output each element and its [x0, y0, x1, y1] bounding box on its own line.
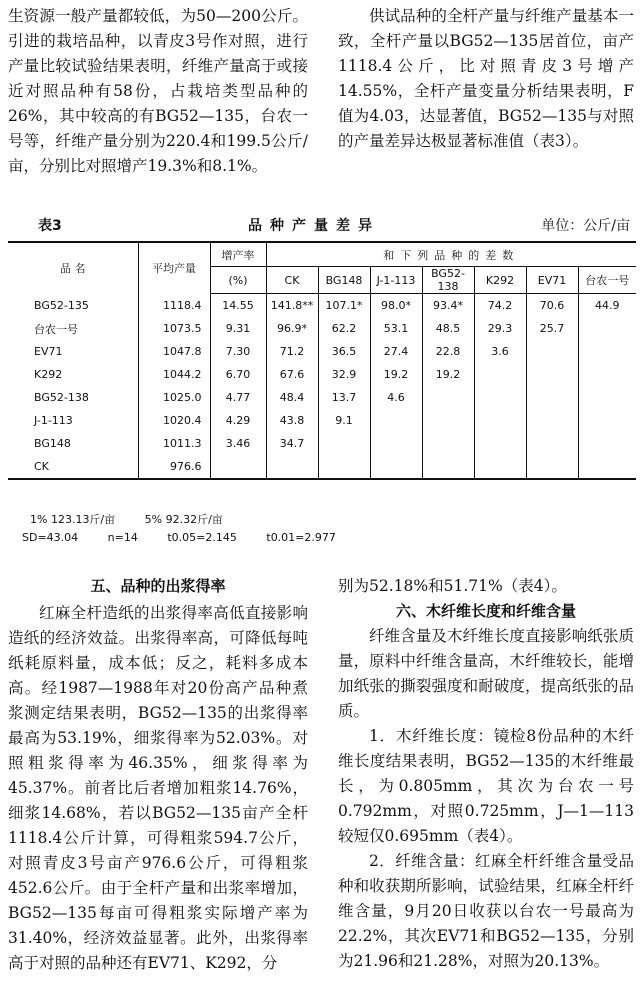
cell-difference: 25.7 — [526, 317, 578, 340]
cell-difference: 3.6 — [474, 340, 526, 363]
cell-difference — [474, 386, 526, 409]
header-increase-unit: (%) — [210, 267, 266, 294]
cell-difference — [526, 386, 578, 409]
cell-avg-yield: 1011.3 — [138, 432, 210, 455]
cell-difference — [474, 432, 526, 455]
cell-difference: 53.1 — [370, 317, 422, 340]
cell-difference — [474, 363, 526, 386]
header-diff-ev71: EV71 — [526, 267, 578, 294]
cell-difference: 36.5 — [318, 340, 370, 363]
cell-difference — [578, 409, 636, 432]
cell-avg-yield: 1118.4 — [138, 294, 210, 318]
cell-difference: 67.6 — [266, 363, 318, 386]
table-row — [8, 317, 636, 340]
cell-avg-yield: 1047.8 — [138, 340, 210, 363]
cell-variety: BG52-138 — [34, 391, 89, 404]
section-5-heading: 五、品种的出浆得率 — [90, 577, 226, 595]
cell-difference — [526, 432, 578, 455]
cell-difference — [370, 409, 422, 432]
table-number: 表3 — [38, 218, 62, 234]
cell-difference — [474, 409, 526, 432]
cell-avg-yield: 1044.2 — [138, 363, 210, 386]
cell-increase-rate: 14.55 — [210, 294, 266, 318]
cell-difference — [578, 455, 636, 479]
bottom-left-column — [8, 574, 308, 976]
cell-variety: EV71 — [34, 345, 63, 358]
cell-variety: 台农一号 — [34, 322, 78, 336]
table-row — [8, 432, 636, 455]
cell-difference — [422, 432, 474, 455]
cell-difference — [422, 386, 474, 409]
cell-difference: 44.9 — [578, 294, 636, 318]
cell-difference: 29.3 — [474, 317, 526, 340]
cell-difference — [526, 363, 578, 386]
cell-difference — [578, 340, 636, 363]
cell-difference: 48.5 — [422, 317, 474, 340]
cell-difference: 9.1 — [318, 409, 370, 432]
table-row — [8, 294, 636, 318]
section-6-heading: 六、木纤维长度和纤维含量 — [395, 602, 576, 620]
header-diff-k292: K292 — [474, 267, 526, 294]
top-left-paragraph: 生资源一般产量都较低，为50—200公斤。引进的栽培品种，以青皮3号作对照，进行产量比较试验结果表明，纤维产量高于或接近对照品种有58份，占栽培类型品种的26%，其中较高的有BG52—135，台农一号等，纤维产量分别为220.4和199.5公斤/亩，分别比对照增产19.3%和8.1%。 — [8, 7, 308, 175]
table-title: 品种产量差异 — [248, 218, 380, 234]
cell-difference — [526, 409, 578, 432]
cell-difference: 19.2 — [370, 363, 422, 386]
note-n: n=14 — [107, 531, 138, 544]
note-t05: t0.05=2.145 — [167, 531, 237, 544]
cell-difference — [526, 340, 578, 363]
cell-variety: K292 — [34, 368, 63, 381]
cell-difference: 32.9 — [318, 363, 370, 386]
cell-difference: 19.2 — [422, 363, 474, 386]
header-diff-bg148: BG148 — [318, 267, 370, 294]
cell-difference: 74.2 — [474, 294, 526, 318]
cell-difference: 70.6 — [526, 294, 578, 318]
cell-difference: 96.9* — [266, 317, 318, 340]
cell-avg-yield: 1020.4 — [138, 409, 210, 432]
cell-difference — [474, 455, 526, 479]
note-1pct: 1% 123.13斤/亩 — [30, 513, 116, 526]
cell-difference — [526, 455, 578, 479]
cell-difference — [370, 432, 422, 455]
section-6-paragraph-1: 纤维含量及木纤维长度直接影响纸张质量，原料中纤维含量高，木纤维较长，能增加纸张的撕裂强度和耐破度，提高纸张的品质。 — [338, 627, 634, 720]
table-unit: 单位：公斤/亩 — [541, 218, 630, 234]
cell-variety: J-1-113 — [34, 414, 73, 427]
table-row — [8, 363, 636, 386]
cell-difference — [370, 455, 422, 479]
cell-difference — [578, 317, 636, 340]
header-diff-bg52138: BG52-138 — [422, 267, 474, 294]
cell-avg-yield: 1073.5 — [138, 317, 210, 340]
cell-increase-rate: 4.29 — [210, 409, 266, 432]
table-row — [8, 455, 636, 479]
table-row — [8, 340, 636, 363]
cell-difference: 141.8** — [266, 294, 318, 318]
note-sd: SD=43.04 — [22, 531, 79, 544]
cell-increase-rate: 6.70 — [210, 363, 266, 386]
note-t01: t0.01=2.977 — [266, 531, 336, 544]
cell-avg-yield: 976.6 — [138, 455, 210, 479]
cell-difference: 13.7 — [318, 386, 370, 409]
header-diff-ck: CK — [266, 267, 318, 294]
cell-difference: 48.4 — [266, 386, 318, 409]
header-diff-tainong: 台农一号 — [578, 267, 636, 294]
table-row — [8, 409, 636, 432]
cell-difference: 62.2 — [318, 317, 370, 340]
yield-difference-table — [8, 241, 636, 480]
cell-difference: 27.4 — [370, 340, 422, 363]
cell-increase-rate: 3.46 — [210, 432, 266, 455]
cell-difference — [266, 455, 318, 479]
table-note-significance — [30, 511, 249, 527]
table-caption — [8, 213, 636, 237]
cell-variety: CK — [8, 455, 138, 479]
cell-increase-rate: 7.30 — [210, 340, 266, 363]
table-note-stats — [22, 531, 362, 544]
table-row — [8, 386, 636, 409]
top-left-column — [8, 4, 308, 179]
cell-variety: BG148 — [34, 437, 71, 450]
section-5-paragraph: 红麻全杆造纸的出浆得率高低直接影响造纸的经济效益。出浆得率高，可降低每吨纸耗原料量，成本低；反之，耗料多成本高。经1987—1988年对20份高产品种煮浆测定结果表明，BG52—135的出浆得率最高为53.19%，细浆得率为52.03%。对照粗浆得率为46.35%，细浆得率为45.37%。前者比后者增加粗浆14.76%，细浆14.68%，若以BG52—135亩产全杆1118.4公斤计算，可得粗浆594.7公斤，对照青皮3号亩产976.6公斤，可得粗浆452.6公斤。由于全杆产量和出浆率增加，BG52—135每亩可得粗浆实际增产率为31.40%，经济效益显著。此外，出浆得率高于对照的品种还有EV71、K292，分 — [8, 604, 308, 972]
section-6-paragraph-3: 2．纤维含量：红麻全杆纤维含量受品种和收获期所影响，试验结果，红麻全杆纤维含量，9月20日收获以台农一号最高为22.2%，其次EV71和BG52—135，分别为21.96和21.28%，对照为20.13%。 — [338, 852, 634, 970]
cell-difference: 71.2 — [266, 340, 318, 363]
cell-difference: 98.0* — [370, 294, 422, 318]
header-avg: 平均产量 — [138, 242, 210, 294]
header-diff-group: 和下列品种的差数 — [266, 242, 636, 267]
cell-difference — [578, 386, 636, 409]
header-variety: 品 名 — [8, 242, 138, 294]
cell-difference: 43.8 — [266, 409, 318, 432]
top-right-paragraph: 供试品种的全杆产量与纤维产量基本一致，全杆产量以BG52—135居首位，亩产1118.4公斤，比对照青皮3号增产14.55%，全杆产量变量分析结果表明，F值为4.03，达显著值，BG52—135与对照的产量差异达极显著标准值（表3）。 — [338, 7, 634, 150]
top-right-column — [338, 4, 634, 154]
cell-increase-rate: 9.31 — [210, 317, 266, 340]
cell-difference: 107.1* — [318, 294, 370, 318]
cell-difference — [578, 363, 636, 386]
cell-increase-rate — [210, 455, 266, 479]
cell-difference: 22.8 — [422, 340, 474, 363]
note-5pct: 5% 92.32斤/亩 — [144, 513, 223, 526]
section-6-paragraph-2: 1．木纤维长度：镜检8份品种的木纤维长度结果表明，BG52—135的木纤维最长，为0.805mm，其次为台农一号0.792mm，对照0.725mm，J—1—113较短仅0.695mm（表4）。 — [338, 727, 634, 845]
cell-difference — [422, 455, 474, 479]
cell-variety: BG52-135 — [34, 298, 89, 312]
cell-difference: 4.6 — [370, 386, 422, 409]
header-increase: 增产率 — [210, 242, 266, 267]
bottom-right-column — [338, 574, 634, 974]
cell-difference — [318, 432, 370, 455]
header-diff-j1113: J-1-113 — [370, 267, 422, 294]
cell-avg-yield: 1025.0 — [138, 386, 210, 409]
cell-difference — [318, 455, 370, 479]
cell-difference — [578, 432, 636, 455]
cell-difference — [422, 409, 474, 432]
cell-difference: 34.7 — [266, 432, 318, 455]
cell-increase-rate: 4.77 — [210, 386, 266, 409]
section-5-continuation: 别为52.18%和51.71%（表4）。 — [338, 577, 567, 595]
cell-difference: 93.4* — [422, 294, 474, 318]
